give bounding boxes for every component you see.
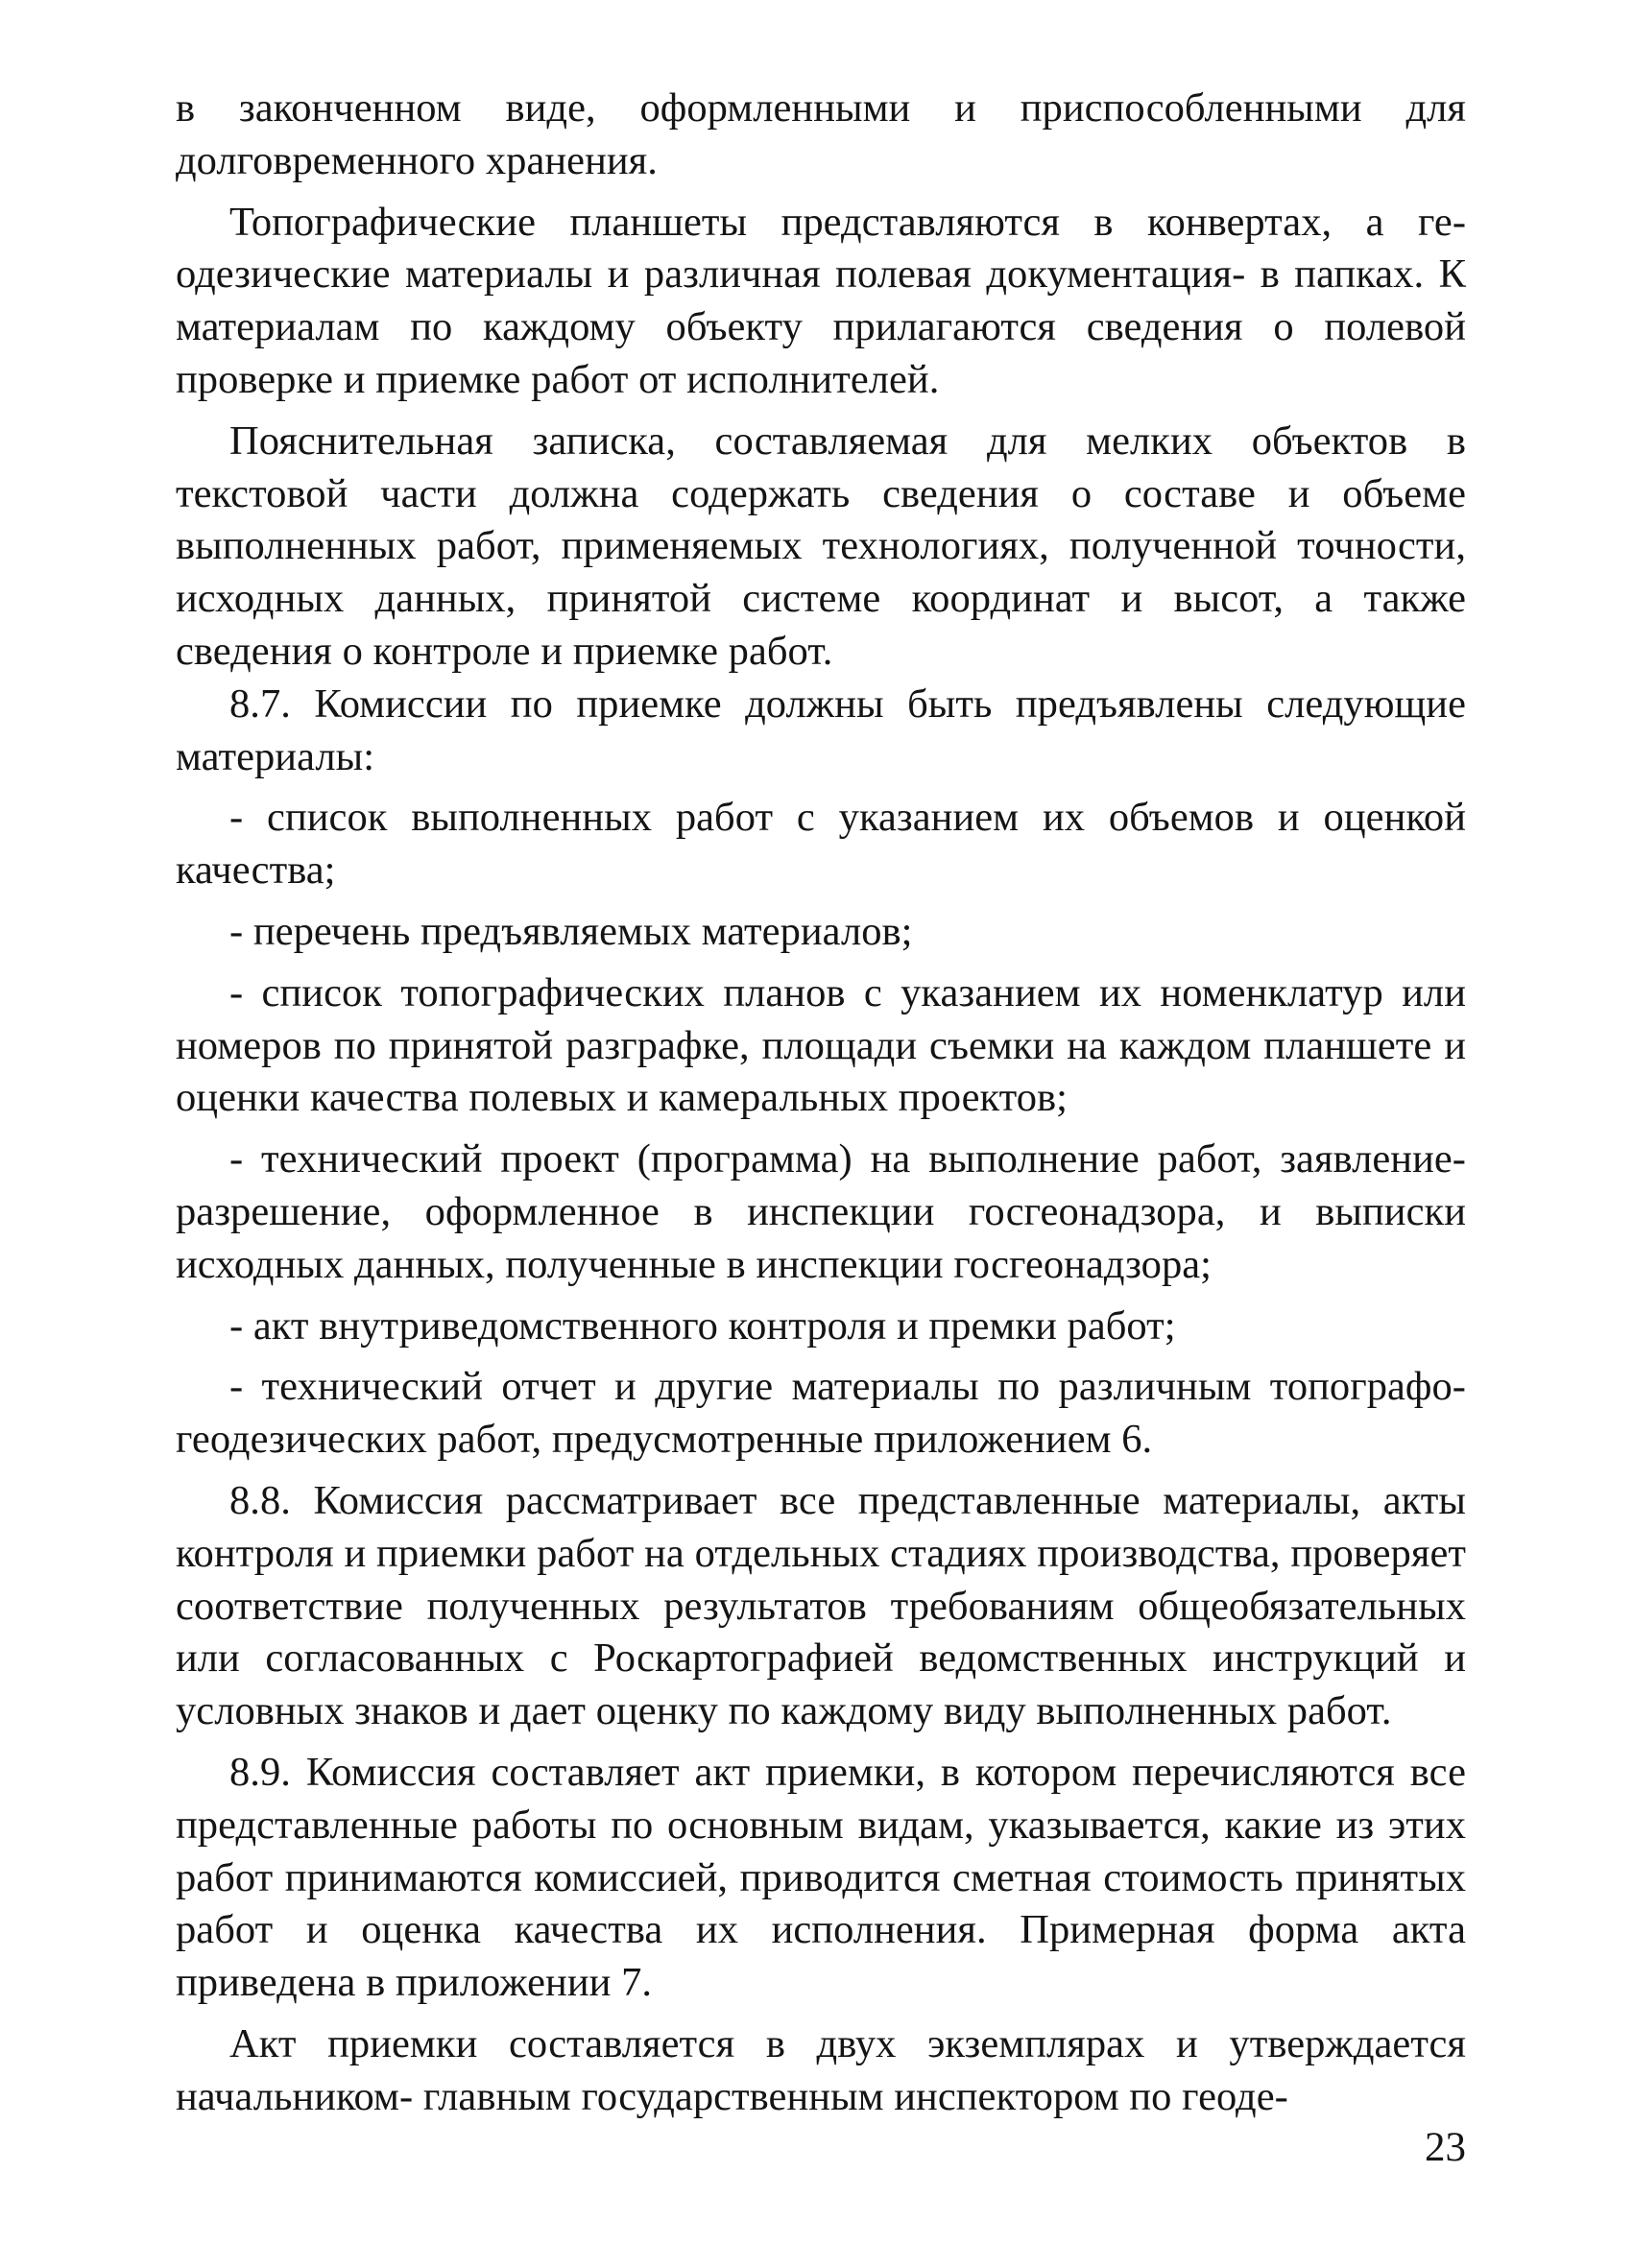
paragraph-section-8-7: 8.7. Комиссии по приемке должны быть предъявлены следующие материалы:	[176, 680, 1466, 779]
list-item: - технический проект (программа) на выполнение работ, заявление-разрешение, оформленное в инспекции госгеонадзора, и выписки исходных данных, полученные в инспекции госгеонадзора;	[176, 1136, 1466, 1287]
list-item: - список топографических планов с указанием их номенклатур или номеров по принятой разграфке, площади съемки на каждом планшете и оценки качества полевых и камеральных проектов;	[176, 969, 1466, 1121]
list-item: - технический отчет и другие материалы по различным топографо-геодезических работ, предусмотренные приложением 6.	[176, 1364, 1466, 1463]
page-number: 23	[1425, 2125, 1466, 2170]
paragraph: в законченном виде, оформленными и приспособленными для долговременного хранения.	[176, 85, 1466, 183]
list-item: - список выполненных работ с указанием их объемов и оценкой качества;	[176, 795, 1466, 894]
paragraph: Акт приемки составляется в двух экземплярах и утверждается начальником- главным государственным инспектором по геоде-	[176, 2020, 1466, 2119]
paragraph: Пояснительная записка, составляемая для мелких объектов в текстовой части должна содержать сведения о составе и объеме выполненных работ, применяемых технологиях, полученной точности, исходных данных, принятой системе координат и высот, а также сведения о контроле и приемке работ.	[176, 418, 1466, 674]
paragraph-section-8-8: 8.8. Комиссия рассматривает все представленные материалы, акты контроля и приемки работ на отдельных стадиях производства, проверяет соответствие полученных результатов требованиям общеобязательных или согласованных с Роскартографией ведомственных инструкций и условных знаков и дает оценку по каждому виду выполненных работ.	[176, 1477, 1466, 1734]
paragraph: Топографические планшеты представляются в конвертах, а геодезические материалы и различная полевая документация- в папках. К материалам по каждому объекту прилагаются сведения о полевой проверке и приемке работ от исполнителей.	[176, 199, 1466, 402]
list-item: - перечень предъявляемых материалов;	[229, 908, 913, 954]
paragraph-section-8-9: 8.9. Комиссия составляет акт приемки, в котором перечисляются все представленные работы по основным видам, указывается, какие из этих работ принимаются комиссией, приводится сметная стоимость принятых работ и оценка качества их исполнения. Примерная форма акта приведена в приложении 7.	[176, 1749, 1466, 2006]
list-item: - акт внутриведомственного контроля и премки работ;	[229, 1302, 1176, 1349]
page-body	[176, 83, 1466, 2123]
